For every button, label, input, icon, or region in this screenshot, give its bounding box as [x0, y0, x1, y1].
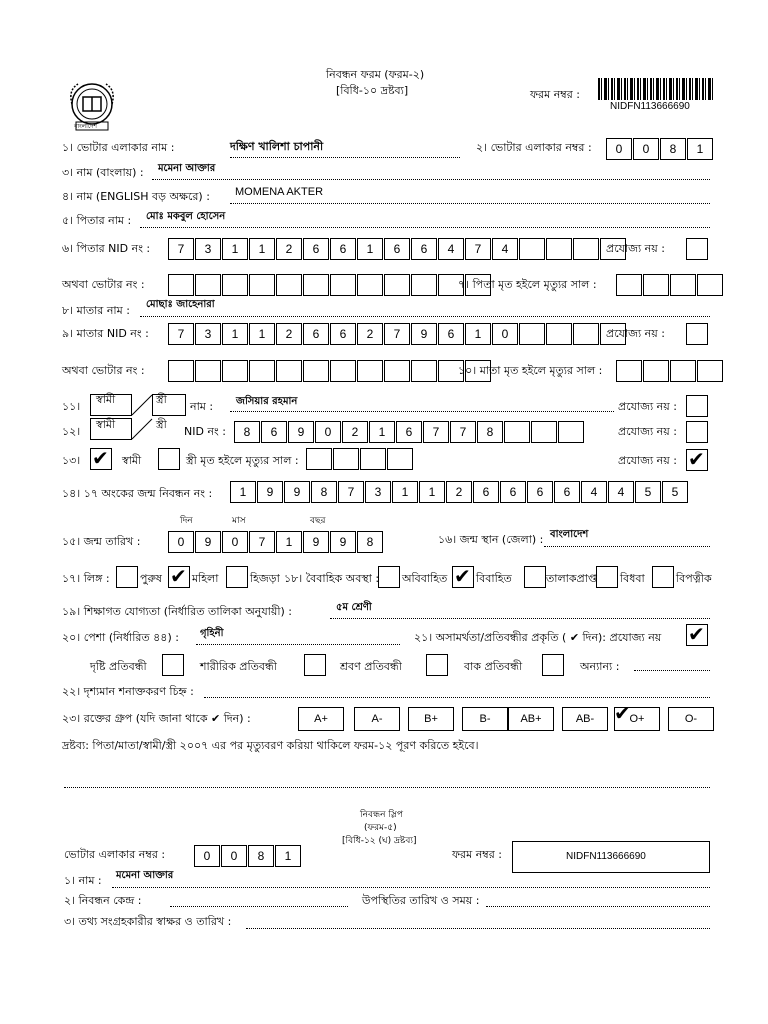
- father-name-value[interactable]: মোঃ মকবুল হোসেন: [146, 211, 226, 222]
- father-name-label: ৫। পিতার নাম :: [62, 214, 132, 227]
- marital-married-label: বিবাহিত: [476, 572, 512, 585]
- digit-box: [333, 448, 359, 470]
- digit-box: 1: [419, 481, 445, 503]
- blood-group-label: ২৩। রক্তের গ্রুপ (যদি জানা থাকে ✔ দিন) :: [62, 712, 251, 725]
- blood-group-option[interactable]: O+: [614, 707, 660, 731]
- mother-name-value[interactable]: মোছাঃ জাহেনারা: [146, 299, 215, 310]
- spouse-nid-na-label: প্রযোজ্য নয় :: [618, 425, 677, 438]
- marital-unmarried-checkbox[interactable]: [378, 566, 400, 588]
- marital-unmarried-label: অবিবাহিত: [402, 572, 448, 585]
- spouse-name-na-label: প্রযোজ্য নয় :: [618, 400, 677, 413]
- voter-area-number-label: ২। ভোটার এলাকার নম্বর :: [476, 141, 592, 154]
- slip-time-label: উপস্থিতির তারিখ ও সময় :: [362, 894, 480, 907]
- digit-box: 6: [303, 323, 329, 345]
- form-title: নিবন্ধন ফরম (ফরম-২): [326, 68, 425, 81]
- digit-box: [558, 421, 584, 443]
- digit-box: [546, 323, 572, 345]
- digit-box: 2: [276, 323, 302, 345]
- digit-box: 9: [195, 531, 221, 553]
- name-english-value[interactable]: MOMENA AKTER: [235, 186, 324, 198]
- birth-date-boxes[interactable]: [168, 531, 384, 553]
- digit-box: [504, 421, 530, 443]
- spouse-death-year-label: স্ত্রী মৃত হইলে মৃত্যুর সাল :: [186, 454, 299, 467]
- name-english-label: ৪। নাম (ENGLISH বড় অক্ষরে) :: [62, 190, 210, 203]
- birth-registration-boxes[interactable]: [230, 481, 689, 503]
- digit-box: 6: [554, 481, 580, 503]
- digit-box: 9: [411, 323, 437, 345]
- slip-center-label: ২। নিবন্ধন কেন্দ্র :: [64, 894, 142, 907]
- birth-date-label: ১৫। জন্ম তারিখ :: [62, 535, 141, 548]
- blood-group-option[interactable]: AB-: [562, 707, 608, 731]
- digit-box: 6: [473, 481, 499, 503]
- digit-box: [330, 360, 356, 382]
- spouse-nid-label: NID নং :: [184, 425, 226, 438]
- digit-box: 3: [195, 238, 221, 260]
- digit-box: [384, 360, 410, 382]
- slip-name-label: ১। নাম :: [64, 874, 102, 887]
- checkmark-icon: ✔: [170, 564, 187, 588]
- digit-box: 7: [168, 238, 194, 260]
- dotted-line: [140, 227, 710, 228]
- digit-box: 1: [392, 481, 418, 503]
- digit-box: 0: [492, 323, 518, 345]
- digit-box: [195, 274, 221, 296]
- dotted-line: [230, 203, 710, 204]
- digit-box: 8: [311, 481, 337, 503]
- digit-box: 9: [284, 481, 310, 503]
- marital-divorced-checkbox[interactable]: [524, 566, 546, 588]
- digit-box: [222, 360, 248, 382]
- digit-box: 7: [450, 421, 476, 443]
- physical-disability-checkbox[interactable]: [304, 654, 326, 676]
- digit-box: 4: [581, 481, 607, 503]
- slip-signature-label: ৩। তথ্য সংগ্রহকারীর স্বাক্ষর ও তারিখ :: [64, 915, 232, 928]
- speech-disability-label: বাক প্রতিবন্ধী: [464, 660, 523, 673]
- digit-box: 9: [330, 531, 356, 553]
- digit-box: 7: [338, 481, 364, 503]
- dotted-line: [246, 928, 710, 929]
- digit-box: 1: [222, 323, 248, 345]
- checkmark-icon: ✔: [688, 447, 705, 471]
- father-nid-na-label: প্রযোজ্য নয় :: [606, 242, 665, 255]
- digit-box: 1: [275, 845, 301, 867]
- row13-number: ১৩।: [62, 454, 81, 467]
- dotted-line: [486, 906, 710, 907]
- gender-label: ১৭। লিঙ্গ :: [62, 572, 110, 585]
- digit-box: [411, 274, 437, 296]
- spouse-name-na-checkbox[interactable]: [686, 395, 708, 417]
- digit-box: 1: [465, 323, 491, 345]
- digit-box: [697, 360, 723, 382]
- digit-box: 8: [477, 421, 503, 443]
- disability-label: ২১। অসামর্থতা/প্রতিবন্ধীর প্রকৃতি ( ✔ দিন): প্রযোজ্য নয়: [414, 631, 662, 644]
- digit-box: 5: [635, 481, 661, 503]
- education-value[interactable]: ৫ম শ্রেণী: [336, 602, 372, 613]
- dotted-line: [170, 906, 348, 907]
- dotted-line: [544, 546, 710, 547]
- spouse-nid-boxes[interactable]: [234, 421, 585, 443]
- gender-female-label: মহিলা: [192, 572, 219, 585]
- spouse-name-label: নাম :: [190, 400, 214, 413]
- digit-box: [357, 360, 383, 382]
- dotted-line: [140, 316, 710, 317]
- gender-hijra-label: হিজড়া: [250, 572, 280, 585]
- dotted-line: [330, 618, 710, 619]
- digit-box: 6: [396, 421, 422, 443]
- gender-male-label: পুরুষ: [140, 572, 162, 585]
- digit-box: 0: [194, 845, 220, 867]
- hearing-disability-label: শ্রবণ প্রতিবন্ধী: [340, 660, 402, 673]
- digit-box: 9: [303, 531, 329, 553]
- digit-box: [573, 238, 599, 260]
- birth-place-label: ১৬। জন্ম স্থান (জেলা) :: [438, 533, 544, 546]
- dotted-line: [152, 179, 710, 180]
- checkmark-icon: ✔: [614, 701, 631, 725]
- slip-name-value[interactable]: মমেনা আক্তার: [116, 870, 174, 881]
- spouse-name-value[interactable]: জসিয়ার রহমান: [236, 396, 298, 407]
- digit-box: 6: [261, 421, 287, 443]
- digit-box: 1: [369, 421, 395, 443]
- digit-box: 9: [288, 421, 314, 443]
- digit-box: 0: [606, 138, 632, 160]
- digit-box: 6: [303, 238, 329, 260]
- checkmark-icon: ✔: [688, 622, 705, 646]
- slip-subtitle: (ফরম-৫): [364, 823, 397, 833]
- wife-deceased-checkbox[interactable]: [158, 448, 180, 470]
- digit-box: [303, 360, 329, 382]
- spouse-death-year-boxes[interactable]: [306, 448, 414, 470]
- mother-nid-boxes[interactable]: [168, 323, 627, 345]
- digit-box: 9: [257, 481, 283, 503]
- digit-box: 6: [438, 323, 464, 345]
- digit-box: 2: [276, 238, 302, 260]
- slip-rule: [বিধি-১২ (ঘ) দ্রষ্টব্য]: [342, 836, 417, 846]
- digit-box: [222, 274, 248, 296]
- dotted-line: [634, 670, 710, 671]
- day-caption: দিন: [180, 516, 193, 526]
- digit-box: 3: [195, 323, 221, 345]
- digit-box: 1: [249, 238, 275, 260]
- digit-box: 7: [249, 531, 275, 553]
- father-nid-na-checkbox[interactable]: [686, 238, 708, 260]
- barcode: [598, 78, 713, 100]
- digit-box: 3: [365, 481, 391, 503]
- digit-box: 7: [168, 323, 194, 345]
- digit-box: 6: [500, 481, 526, 503]
- digit-box: [411, 360, 437, 382]
- father-voter-no-label: অথবা ভোটার নং :: [62, 278, 145, 291]
- mother-voter-no-boxes[interactable]: [168, 360, 492, 382]
- hearing-disability-checkbox[interactable]: [426, 654, 448, 676]
- form-number-label: ফরম নম্বর :: [530, 88, 580, 101]
- voter-area-name-label: ১। ভোটার এলাকার নাম :: [62, 141, 175, 154]
- marital-status-label: ১৮। বৈবাহিক অবস্থা :: [284, 572, 380, 585]
- spouse-nid-na-checkbox[interactable]: [686, 421, 708, 443]
- digit-box: [643, 274, 669, 296]
- digit-box: 1: [276, 531, 302, 553]
- digit-box: [643, 360, 669, 382]
- form-subtitle: [বিধি-১০ দ্রষ্টব্য]: [336, 84, 409, 97]
- slip-area-number-label: ভোটার এলাকার নম্বর :: [64, 848, 166, 861]
- name-bangla-label: ৩। নাম (বাংলায়) :: [62, 166, 144, 179]
- identification-mark-label: ২২। দৃশ্যমান শনাক্তকরণ চিহ্ন :: [62, 685, 194, 698]
- visual-disability-label: দৃষ্টি প্রতিবন্ধী: [90, 660, 147, 673]
- digit-box: 4: [438, 238, 464, 260]
- digit-box: 1: [249, 323, 275, 345]
- digit-box: [303, 274, 329, 296]
- digit-box: [330, 274, 356, 296]
- digit-box: [384, 274, 410, 296]
- digit-box: [670, 360, 696, 382]
- digit-box: 7: [465, 238, 491, 260]
- dotted-line: [196, 644, 400, 645]
- marital-widower-label: বিপত্নীক: [676, 572, 712, 585]
- row12-number: ১২।: [62, 425, 81, 438]
- logo-caption: বাংলাদেশ: [74, 123, 97, 130]
- occupation-value[interactable]: গৃহিনী: [200, 628, 224, 639]
- mother-death-year-label: ১০। মাতা মৃত হইলে মৃত্যুর সাল :: [458, 364, 603, 377]
- wife-label: স্ত্রী: [156, 418, 167, 431]
- digit-box: [195, 360, 221, 382]
- education-label: ১৯। শিক্ষাগত যোগ্যতা (নির্ধারিত তালিকা অনুযায়ী) :: [62, 605, 292, 618]
- digit-box: [276, 274, 302, 296]
- spouse-death-na-label: প্রযোজ্য নয় :: [618, 454, 677, 467]
- digit-box: 7: [384, 323, 410, 345]
- slip-title: নিবন্ধন স্লিপ: [360, 810, 403, 820]
- digit-box: 1: [357, 238, 383, 260]
- father-voter-no-boxes[interactable]: [168, 274, 492, 296]
- digit-box: 8: [248, 845, 274, 867]
- digit-box: [249, 360, 275, 382]
- voter-area-name-value: দক্ষিণ খালিশা চাপানী: [230, 140, 324, 153]
- mother-name-label: ৮। মাতার নাম :: [62, 304, 130, 317]
- father-death-year-label: ৭। পিতা মৃত হইলে মৃত্যুর সাল :: [458, 278, 597, 291]
- digit-box: [387, 448, 413, 470]
- digit-box: 1: [687, 138, 713, 160]
- birth-place-value[interactable]: বাংলাদেশ: [550, 529, 589, 540]
- slip-form-number-value: NIDFN113666690: [566, 851, 646, 862]
- digit-box: 2: [446, 481, 472, 503]
- father-nid-label: ৬। পিতার NID নং :: [62, 242, 151, 255]
- row11-number: ১১।: [62, 400, 81, 413]
- digit-box: [357, 274, 383, 296]
- digit-box: 2: [342, 421, 368, 443]
- digit-box: 5: [662, 481, 688, 503]
- digit-box: 6: [411, 238, 437, 260]
- mother-nid-na-label: প্রযোজ্য নয় :: [606, 327, 665, 340]
- dotted-line: [230, 157, 460, 158]
- dotted-line: [230, 411, 614, 412]
- digit-box: 6: [330, 323, 356, 345]
- digit-box: [360, 448, 386, 470]
- gender-hijra-checkbox[interactable]: [226, 566, 248, 588]
- wife-label: স্ত্রী: [156, 393, 167, 406]
- digit-box: [249, 274, 275, 296]
- digit-box: 0: [222, 531, 248, 553]
- slash-divider: [130, 418, 154, 440]
- occupation-label: ২০। পেশা (নির্ধারিত ৪৪) :: [62, 631, 179, 644]
- digit-box: [519, 238, 545, 260]
- marital-widow-label: বিধবা: [620, 572, 645, 585]
- marital-widow-checkbox[interactable]: [596, 566, 618, 588]
- form-note: দ্রষ্টব্য: পিতা/মাতা/স্বামী/স্ত্রী ২০০৭ এর পর মৃত্যুবরণ করিয়া থাকিলে ফরম-১২ পূরণ করিতে হইবে।: [62, 739, 479, 752]
- digit-box: [306, 448, 332, 470]
- digit-box: 6: [527, 481, 553, 503]
- voter-area-number-boxes[interactable]: [606, 138, 714, 160]
- husband-label: স্বামী: [122, 454, 142, 467]
- husband-label: স্বামী: [96, 418, 116, 431]
- digit-box: 0: [315, 421, 341, 443]
- mother-nid-label: ৯। মাতার NID নং :: [62, 327, 149, 340]
- digit-box: 4: [492, 238, 518, 260]
- slash-divider: [130, 394, 154, 416]
- physical-disability-label: শারীরিক প্রতিবন্ধী: [200, 660, 277, 673]
- blood-group-option[interactable]: O-: [668, 707, 714, 731]
- speech-disability-checkbox[interactable]: [542, 654, 564, 676]
- digit-box: 4: [608, 481, 634, 503]
- digit-box: [616, 274, 642, 296]
- digit-box: 6: [384, 238, 410, 260]
- visual-disability-checkbox[interactable]: [162, 654, 184, 676]
- mother-death-year-boxes[interactable]: [616, 360, 724, 382]
- digit-box: 0: [633, 138, 659, 160]
- slip-form-number-label: ফরম নম্বর :: [452, 848, 502, 861]
- blood-group-option[interactable]: B-: [462, 707, 508, 731]
- digit-box: [276, 360, 302, 382]
- digit-box: [697, 274, 723, 296]
- digit-box: 0: [221, 845, 247, 867]
- checkmark-icon: ✔: [92, 446, 109, 470]
- slip-area-number-boxes[interactable]: [194, 845, 302, 867]
- digit-box: 1: [230, 481, 256, 503]
- digit-box: 8: [357, 531, 383, 553]
- form-number-value: NIDFN113666690: [610, 101, 690, 112]
- marital-divorced-label: তালাকপ্রাপ্ত: [546, 572, 597, 585]
- digit-box: [616, 360, 642, 382]
- mother-voter-no-label: অথবা ভোটার নং :: [62, 364, 145, 377]
- digit-box: 8: [234, 421, 260, 443]
- husband-label: স্বামী: [96, 393, 116, 406]
- other-disability-label: অন্যান্য :: [580, 660, 620, 673]
- checkmark-icon: ✔: [454, 564, 471, 588]
- dotted-line: [64, 787, 710, 788]
- digit-box: [670, 274, 696, 296]
- birth-registration-label: ১৪। ১৭ অংকের জন্ম নিবন্ধন নং :: [62, 487, 213, 500]
- digit-box: 6: [330, 238, 356, 260]
- gender-male-checkbox[interactable]: [116, 566, 138, 588]
- digit-box: [546, 238, 572, 260]
- blood-group-option[interactable]: AB+: [508, 707, 554, 731]
- year-caption: বছর: [310, 516, 326, 526]
- digit-box: 2: [357, 323, 383, 345]
- digit-box: [531, 421, 557, 443]
- digit-box: [573, 323, 599, 345]
- blood-group-option[interactable]: A-: [354, 707, 400, 731]
- digit-box: 8: [660, 138, 686, 160]
- digit-box: 0: [168, 531, 194, 553]
- marital-widower-checkbox[interactable]: [652, 566, 674, 588]
- dotted-line: [112, 887, 710, 888]
- blood-group-option[interactable]: A+: [298, 707, 344, 731]
- father-death-year-boxes[interactable]: [616, 274, 724, 296]
- digit-box: 1: [222, 238, 248, 260]
- dotted-line: [204, 697, 710, 698]
- digit-box: [168, 274, 194, 296]
- mother-nid-na-checkbox[interactable]: [686, 323, 708, 345]
- month-caption: মাস: [232, 516, 246, 526]
- blood-group-option[interactable]: B+: [408, 707, 454, 731]
- digit-box: 7: [423, 421, 449, 443]
- digit-box: [519, 323, 545, 345]
- digit-box: [168, 360, 194, 382]
- name-bangla-value[interactable]: মমেনা আক্তার: [158, 163, 216, 174]
- father-nid-boxes[interactable]: [168, 238, 627, 260]
